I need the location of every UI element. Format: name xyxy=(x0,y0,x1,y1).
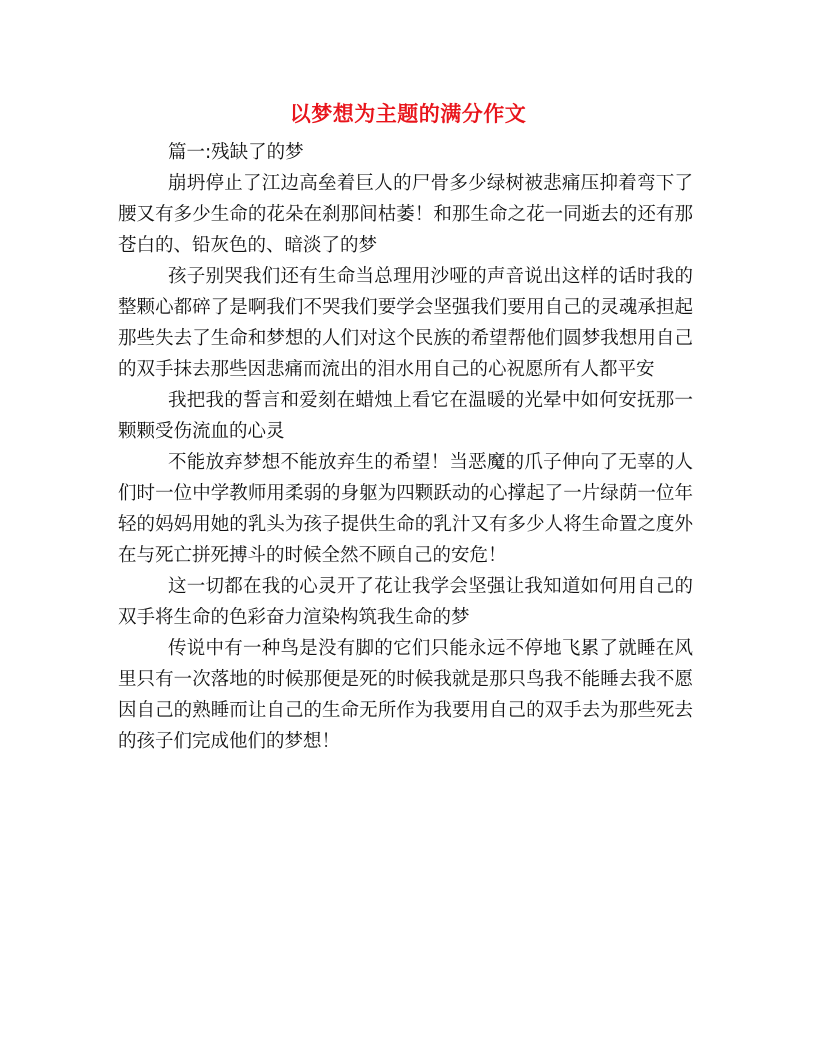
document-title: 以梦想为主题的满分作文 xyxy=(289,101,527,126)
paragraph: 不能放弃梦想不能放弃生的希望！当恶魔的爪子伸向了无辜的人们时一位中学教师用柔弱的身躯为四颗跃动的心撑起了一片绿荫一位年轻的妈妈用她的乳头为孩子提供生命的乳汁又有多少人将生命置之度外在与死亡拼死搏斗的时候全然不顾自己的安危！ xyxy=(118,452,693,566)
paragraph: 传说中有一种鸟是没有脚的它们只能永远不停地飞累了就睡在风里只有一次落地的时候那便是死的时候我就是那只鸟我不能睡去我不愿因自己的熟睡而让自己的生命无所作为我要用自己的双手去为那些死去的孩子们完成他们的梦想！ xyxy=(118,638,693,752)
paragraph: 我把我的誓言和爱刻在蜡烛上看它在温暖的光晕中如何安抚那一颗颗受伤流血的心灵 xyxy=(118,390,693,442)
paragraph: 崩坍停止了江边高垒着巨人的尸骨多少绿树被悲痛压抑着弯下了腰又有多少生命的花朵在刹那间枯萎！和那生命之花一同逝去的还有那苍白的、铅灰色的、暗淡了的梦 xyxy=(118,173,693,256)
paragraph: 孩子别哭我们还有生命当总理用沙哑的声音说出这样的话时我的整颗心都碎了是啊我们不哭我们要学会坚强我们要用自己的灵魂承担起那些失去了生命和梦想的人们对这个民族的希望帮他们圆梦我想用自己的双手抹去那些因悲痛而流出的泪水用自己的心祝愿所有人都平安 xyxy=(118,266,693,380)
section-heading: 篇一:残缺了的梦 xyxy=(167,142,304,163)
paragraph: 这一切都在我的心灵开了花让我学会坚强让我知道如何用自己的双手将生命的色彩奋力渲染构筑我生命的梦 xyxy=(118,576,693,628)
document-body xyxy=(118,137,693,757)
